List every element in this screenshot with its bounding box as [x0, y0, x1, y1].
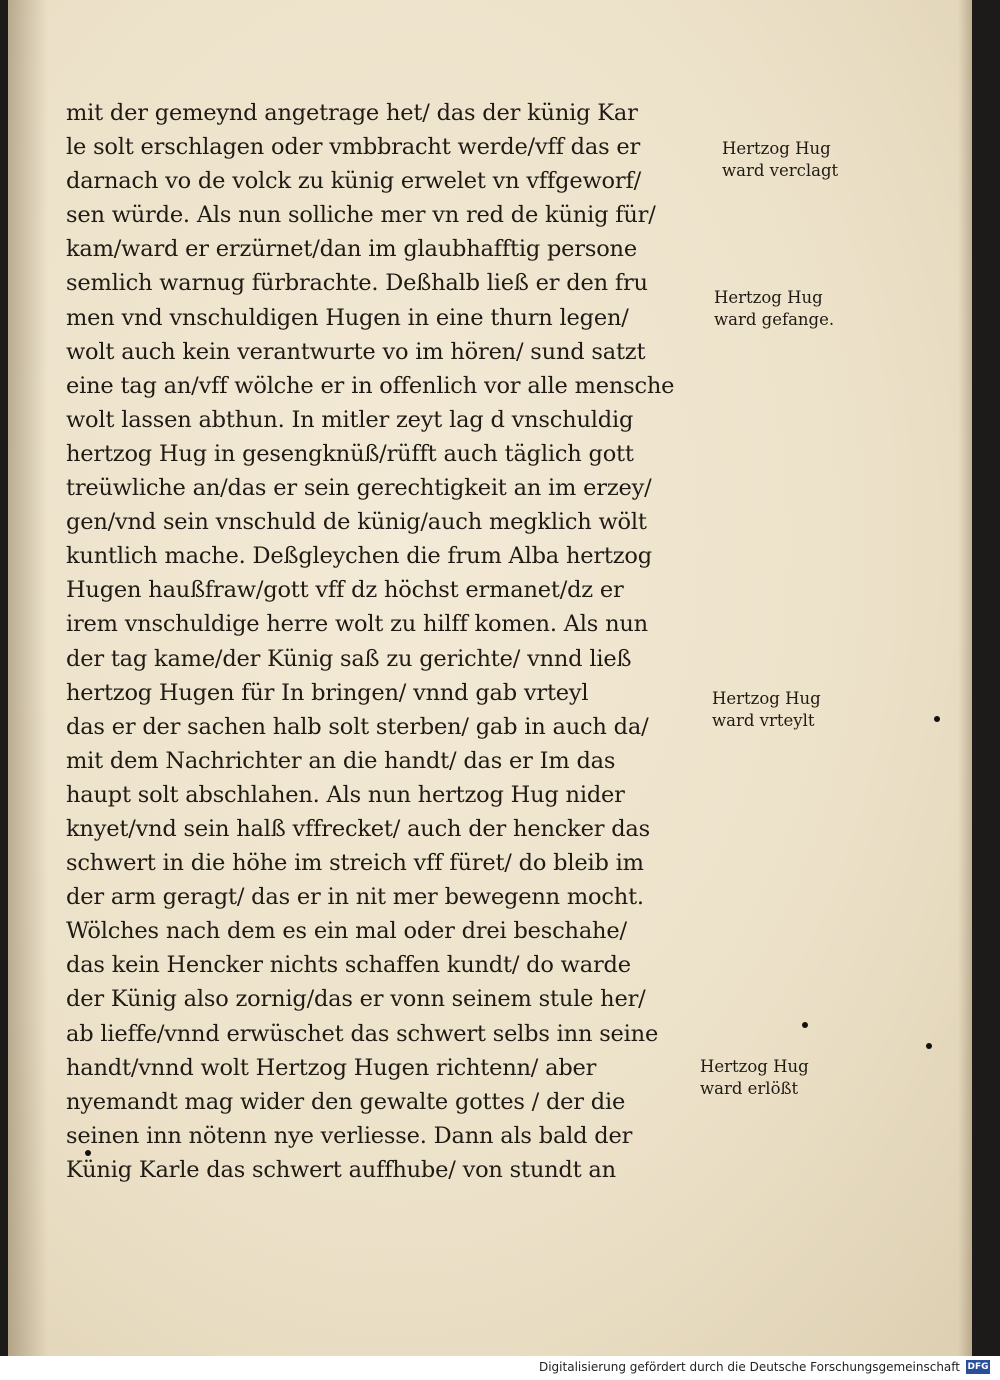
- text-line: knyet/vnd sein halß vffrecket/ auch der hencker das: [66, 815, 650, 842]
- text-line: der Künig also zornig/das er vonn seinem stule her/: [66, 986, 646, 1013]
- text-line: das er der sachen halb solt sterben/ gab in auch da/: [66, 713, 649, 740]
- text-line: kuntlich mache. Deßgleychen die frum Alba hertzog: [66, 543, 652, 570]
- text-line: gen/vnd sein vnschuld de künig/auch megklich wölt: [66, 509, 647, 536]
- text-line: le solt erschlagen oder vmbbracht werde/vff das er: [66, 134, 641, 161]
- margin-note-title: Hertzog Hug: [714, 288, 823, 307]
- margin-note-title: Hertzog Hug: [722, 139, 831, 158]
- text-line: wolt auch kein verantwurte vo im hören/ sund satzt: [66, 338, 646, 365]
- margin-note-erloest: [700, 1056, 809, 1100]
- text-line: schwert in die höhe im streich vff füret/ do bleib im: [66, 850, 644, 877]
- dfg-logo-icon: DFG: [967, 1362, 989, 1372]
- text-line: mit dem Nachrichter an die handt/ das er Im das: [66, 747, 616, 774]
- footer-credit: Digitalisierung gefördert durch die Deutsche Forschungsgemeinschaft: [538, 1360, 960, 1374]
- main-text-block: [66, 96, 716, 1187]
- margin-note-text: ward vrteylt: [712, 711, 815, 730]
- text-line: mit der gemeynd angetrage het/ das der künig Kar: [66, 100, 638, 126]
- margin-note-vrteylt: [712, 688, 821, 732]
- ink-dot: [934, 716, 940, 722]
- text-line: ab lieffe/vnnd erwüschet das schwert selbs inn seine: [66, 1020, 659, 1047]
- text-line: der tag kame/der Künig saß zu gerichte/ vnnd ließ: [66, 645, 632, 672]
- ink-dot: [802, 1022, 808, 1028]
- margin-note-title: Hertzog Hug: [712, 689, 821, 708]
- text-line: nyemandt mag wider den gewalte gottes / der die: [66, 1088, 626, 1115]
- text-line: darnach vo de volck zu künig erwelet vn vffgeworf/: [66, 168, 641, 195]
- ink-dot: [926, 1043, 932, 1049]
- text-line: kam/ward er erzürnet/dan im glaubhafftig persone: [66, 236, 637, 263]
- text-line: hertzog Hug in gesengknüß/rüfft auch täglich gott: [66, 440, 634, 467]
- text-line: treüwliche an/das er sein gerechtigkeit an im erzey/: [66, 475, 652, 502]
- text-line: men vnd vnschuldigen Hugen in eine thurn legen/: [66, 304, 629, 331]
- margin-note-title: Hertzog Hug: [700, 1057, 809, 1076]
- ink-dot: [85, 1150, 91, 1156]
- text-line: irem vnschuldige herre wolt zu hilff komen. Als nun: [66, 611, 648, 638]
- text-line: haupt solt abschlahen. Als nun hertzog Hug nider: [66, 781, 625, 808]
- text-line: Künig Karle das schwert auffhube/ von stundt an: [66, 1156, 616, 1183]
- page-edge: [958, 0, 972, 1356]
- text-line: wolt lassen abthun. In mitler zeyt lag d vnschuldig: [66, 406, 634, 433]
- text-line: semlich warnug fürbrachte. Deßhalb ließ er den fru: [66, 270, 648, 297]
- text-line: hertzog Hugen für In bringen/ vnnd gab vrteyl: [66, 679, 589, 706]
- digitization-footer: [0, 1356, 1000, 1380]
- text-line: das kein Hencker nichts schaffen kundt/ do warde: [66, 952, 631, 979]
- text-line: sen würde. Als nun solliche mer vn red de künig für/: [66, 202, 656, 229]
- margin-note-text: ward verclagt: [722, 161, 839, 180]
- gutter-shadow: [8, 0, 48, 1356]
- margin-note-text: ward erlößt: [700, 1079, 799, 1098]
- text-line: Wölches nach dem es ein mal oder drei beschahe/: [66, 918, 627, 945]
- margin-note-verclagt: [722, 138, 838, 182]
- text-line: der arm geragt/ das er in nit mer bewegenn mocht.: [66, 884, 644, 911]
- text-line: handt/vnnd wolt Hertzog Hugen richtenn/ aber: [66, 1054, 597, 1081]
- margin-note-gefange: [714, 287, 834, 331]
- text-line: seinen inn nötenn nye verliesse. Dann als bald der: [66, 1122, 633, 1149]
- margin-note-text: ward gefange.: [714, 310, 835, 329]
- text-line: eine tag an/vff wölche er in offenlich vor alle mensche: [66, 372, 675, 399]
- text-line: Hugen haußfraw/gott vff dz höchst ermanet/dz er: [66, 577, 624, 604]
